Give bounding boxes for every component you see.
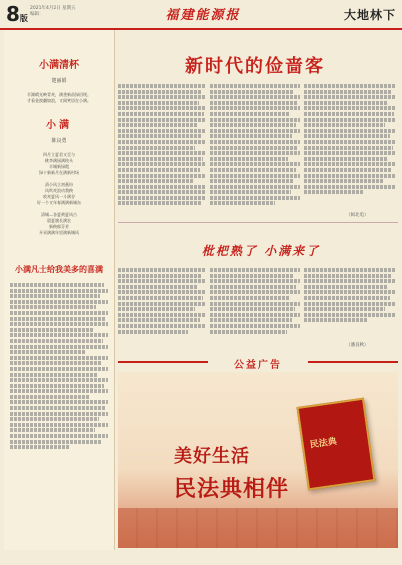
essay-title: 枇杷熟了 小满来了 (201, 244, 321, 258)
section-divider (118, 222, 398, 223)
civil-code-book-graphic (296, 398, 375, 491)
issue-editor: 编辑： (30, 12, 44, 17)
essay-byline: （潘良秋） (346, 343, 369, 348)
poem2-line: 好一个又年春满满新城东 (37, 200, 81, 205)
masthead-title: 福建能源报 (165, 8, 241, 23)
essay-column-3 (304, 268, 396, 324)
ad-label: 公益广告 (234, 360, 282, 371)
page-number: 8版 (6, 2, 28, 26)
article-byline: （闽北电） (346, 213, 369, 218)
poem1-line: 才看金波翻如浪，又闻笑语在小满。 (27, 98, 91, 103)
ad-slogan-line-2: 民法典相伴 (174, 476, 290, 502)
poem1-line: 半湖晴光映青麦，满垄新苗绿田埂。 (27, 92, 91, 97)
story-body (10, 283, 108, 449)
poem2-line: 四月立夏君又至与 (43, 152, 75, 157)
article-column-2 (210, 84, 300, 207)
ad-header-rule-left (118, 361, 208, 363)
poem2-body (12, 152, 106, 236)
essay-column-2 (210, 268, 300, 335)
page-header (0, 0, 402, 30)
poem2-line: 风吹麦浪动我秧 (45, 188, 73, 193)
story-title: 小满凡士给我美多的喜满 (15, 264, 103, 274)
public-service-ad (118, 372, 398, 548)
poem2-author: 陈良勇 (51, 138, 67, 144)
section-name: 大地林下 (343, 8, 396, 22)
poem2-line: 开采满满年里满新城风 (39, 230, 79, 235)
poem2-line: 清城—各夏黄夏风古 (41, 212, 77, 217)
issue-info (30, 6, 76, 18)
poem2-title: 小满 (46, 120, 72, 131)
article-column-1 (118, 84, 206, 207)
poem2-line: 收麦夏风一斗满谷 (43, 194, 75, 199)
ad-header-rule-right (308, 361, 398, 363)
poem1-author: 楚丽娟 (51, 78, 67, 84)
literary-sidebar (4, 30, 115, 550)
poem2-line: 绿十新新月在满新村场 (39, 170, 79, 175)
poem2-line: 半城新绿霞 (49, 164, 69, 169)
poem2-line: 清小风立初燕纷 (45, 182, 73, 187)
poem1-title: 小满清杯 (39, 60, 79, 71)
ad-great-wall-graphic (118, 508, 398, 548)
ad-slogan-line-1: 美好生活 (174, 446, 250, 467)
poem1-body (12, 92, 106, 104)
book-title: 民法典 (309, 436, 338, 451)
issue-date: 2021年4月2日 星期五 (30, 6, 76, 11)
article-column-3 (304, 84, 396, 196)
article-title: 新时代的俭啬客 (185, 56, 325, 77)
ad-header (118, 356, 398, 371)
poem2-line: 新秧郁芬芳 (49, 224, 69, 229)
poem2-line: 桃李满园满枝头 (45, 158, 73, 163)
essay-column-1 (118, 268, 206, 335)
poem2-line: 晨夏旗长满农 (47, 218, 71, 223)
